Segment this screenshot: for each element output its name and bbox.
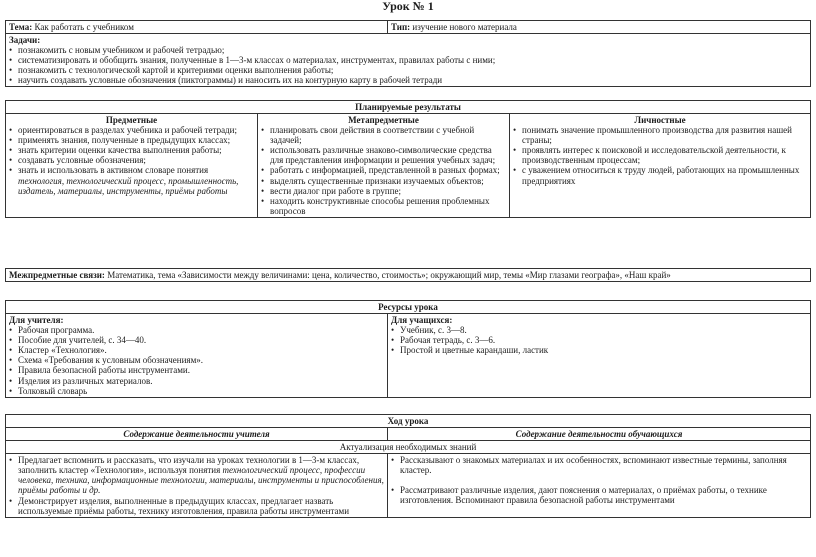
list-item [9, 455, 384, 495]
list-item: • познакомить с технологической картой и критериями оценки выполнения работы; [9, 65, 807, 75]
list-item: • понимать значение промышленного производства для развития нашей страны; [513, 125, 807, 145]
list-item: • Правила безопасной работы инструментами. [9, 365, 384, 375]
teacher-resources-label: Для учителя: [9, 315, 64, 326]
course-heading: Ход урока [6, 415, 811, 428]
course-table [5, 414, 811, 518]
list-item: • Учебник, с. 3—8. [391, 325, 807, 335]
type-value: изучение нового материала [412, 22, 517, 32]
meta-results-list [261, 125, 506, 216]
teacher-resources-cell [6, 314, 388, 398]
interdisciplinary-cell [6, 269, 811, 282]
list-item: • находить конструктивные способы решения проблемных вопросов [261, 196, 506, 216]
meta-results-cell [258, 114, 510, 218]
topic-cell [6, 21, 388, 34]
list-item: • с уважением относиться к труду людей, работающих на промышленных предприятиях [513, 165, 807, 185]
list-item: • создавать условные обозначения; [9, 155, 254, 165]
topic-label: Тема: [9, 22, 33, 32]
student-resources-cell [388, 314, 811, 398]
list-item: • проявлять интерес к поисковой и исследовательской деятельности, к производственным процессам; [513, 145, 807, 165]
lesson-title: Урок № 1 [382, 0, 434, 13]
tasks-list [9, 45, 807, 85]
teacher-activity-heading: Содержание деятельности учителя [6, 428, 388, 441]
list-item: • Толковый словарь [9, 386, 384, 396]
list-item: • Рабочая тетрадь, с. 3—6. [391, 335, 807, 345]
student-activity-list [391, 455, 807, 505]
student-activity-heading: Содержание деятельности обучающихся [388, 428, 811, 441]
teacher-activity-cell [6, 454, 388, 517]
list-item: • Рабочая программа. [9, 325, 384, 335]
list-item: • вести диалог при работе в группе; [261, 186, 506, 196]
resources-table [5, 300, 811, 398]
subject-last-prefix: знать и использовать в активном словаре понятия [18, 165, 209, 176]
list-item: • работать с информацией, представленной в разных формах; [261, 165, 506, 175]
teacher-activity-1-prefix: Предлагает вспомнить и рассказать, что изучали на уроках технологии в 1—3-м классах, заполнить кластер «Технология», используя понятия [18, 455, 360, 476]
type-cell [388, 21, 811, 34]
student-activity-cell [388, 454, 811, 517]
list-item: • выделять существенные признаки изучаемых объектов; [261, 176, 506, 186]
list-item: • Рассказывают о знакомых материалах и их особенностях, вспоминают известные термины, заполняя кластер. [391, 455, 807, 475]
student-resources-list [391, 325, 807, 355]
interdisciplinary-text: Математика, тема «Зависимости между величинами: цена, количество, стоимость»; окружающий мир, темы «Мир глазами географа», «Наш край» [107, 270, 671, 280]
list-item [9, 165, 254, 195]
teacher-resources-list [9, 325, 384, 396]
list-item: • познакомить с новым учебником и рабочей тетрадью; [9, 45, 807, 55]
planned-results-heading: Планируемые результаты [6, 101, 811, 114]
interdisciplinary-table [5, 268, 811, 282]
tasks-cell [6, 34, 811, 87]
list-item: • Рассматривают различные изделия, дают пояснения о материалах, о приёмах работы, о технике изготовления. Вспоминают правила безопасной работы инструментами [391, 485, 807, 505]
list-item: • знать критерии оценки качества выполнения работы; [9, 145, 254, 155]
lesson-header-table [5, 20, 811, 87]
teacher-activity-list [9, 455, 384, 515]
list-item: • Кластер «Технология». [9, 345, 384, 355]
interdisciplinary-label: Межпредметные связи: [9, 270, 105, 280]
resources-heading: Ресурсы урока [6, 301, 811, 314]
student-resources-label: Для учащихся: [391, 315, 453, 326]
subject-results-list [9, 125, 254, 196]
subject-results-cell [6, 114, 258, 218]
list-item: • Изделия из различных материалов. [9, 376, 384, 386]
personal-results-heading: Личностные [634, 115, 686, 126]
list-item: • применять знания, полученные в предыдущих классах; [9, 135, 254, 145]
meta-results-heading: Метапредметные [348, 115, 419, 126]
topic-value: Как работать с учебником [34, 22, 134, 32]
type-label: Тип: [391, 22, 411, 32]
list-item: • научить создавать условные обозначения (пиктограммы) и наносить их на контурную карту в рабочей тетради [9, 75, 807, 85]
subject-last-terms: технология, технологический процесс, промышленность, издатель, материалы, инструменты, приёмы работы [18, 175, 239, 196]
list-item: • ориентироваться в разделах учебника и рабочей тетради; [9, 125, 254, 135]
teacher-activity-1-terms: технологический процесс, профессии человека, техника, информационные технологии, материалы, инструменты и приспособления, приёмы работы и др. [18, 465, 384, 496]
list-item: • Схема «Требования к условным обозначениям». [9, 355, 384, 365]
list-item: • Демонстрирует изделия, выполненные в предыдущих классах, предлагает назвать используемые приёмы работы, технику изготовления, правила работы инструментами [9, 496, 384, 516]
subject-results-heading: Предметные [105, 115, 158, 126]
list-item: • Пособие для учителей, с. 34—40. [9, 335, 384, 345]
stage-heading: Актуализация необходимых знаний [6, 441, 811, 454]
personal-results-cell [510, 114, 811, 218]
list-item: • планировать свои действия в соответствии с учебной задачей; [261, 125, 506, 145]
list-item: • Простой и цветные карандаши, ластик [391, 345, 807, 355]
list-item: • использовать различные знаково-символические средства для представления информации и решения учебных задач; [261, 145, 506, 165]
planned-results-table [5, 100, 811, 218]
tasks-label: Задачи: [9, 35, 41, 46]
personal-results-list [513, 125, 807, 185]
list-item: • систематизировать и обобщить знания, полученные в 1—3-м классах о материалах, инструментах, правилах работы с ними; [9, 55, 807, 65]
